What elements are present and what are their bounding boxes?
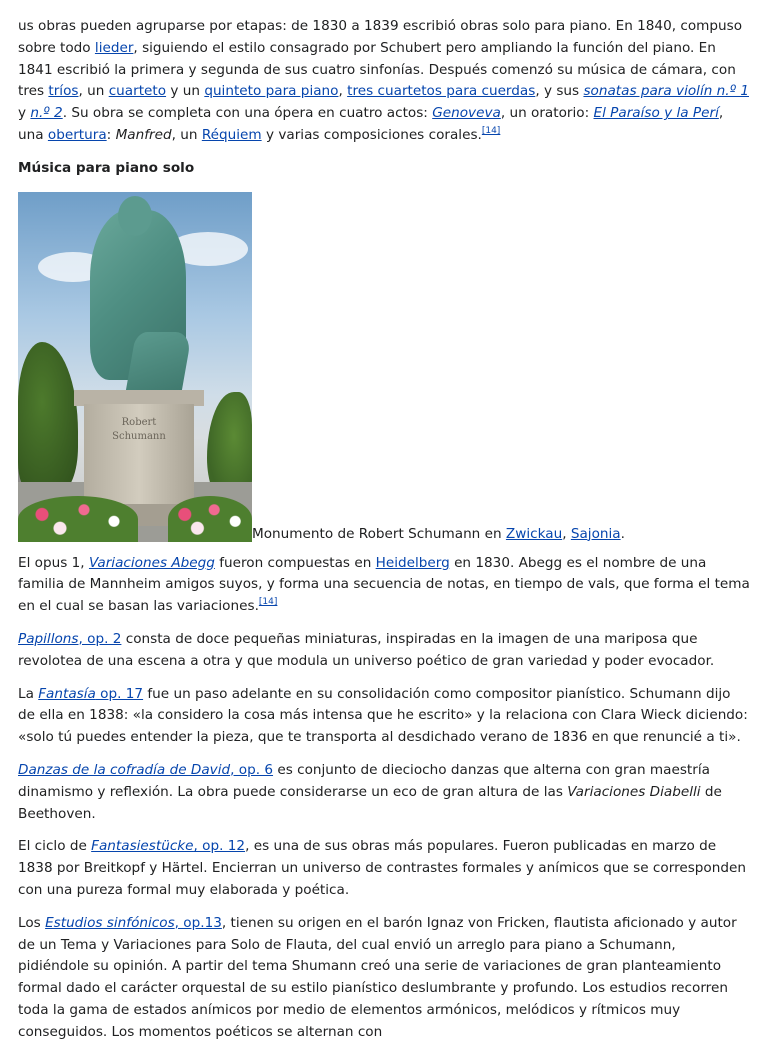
link-text: Papillons xyxy=(18,630,79,647)
text: , xyxy=(338,83,348,100)
link-danzas-cofradia[interactable] xyxy=(18,762,273,778)
paragraph-opus-1 xyxy=(18,553,750,618)
link-text: Estudios sinfónicos xyxy=(45,914,175,931)
title-variaciones-diabelli: Variaciones Diabelli xyxy=(567,783,701,800)
link-lieder[interactable]: lieder xyxy=(94,39,134,56)
text: us obras pueden agruparse por etapas: de 1830 a 1839 escribió obras solo para piano. En 1840, compuso sobre todo xyxy=(18,18,743,56)
link-genoveva[interactable] xyxy=(432,105,501,121)
link-text: Fantasiestücke xyxy=(91,838,194,855)
link-text: , op.13 xyxy=(174,914,222,931)
link-quinteto-piano[interactable]: quinteto para piano xyxy=(204,83,339,100)
text: y varias composiciones corales. xyxy=(261,126,482,143)
paragraph-fantasiestucke xyxy=(18,836,750,901)
link-obertura[interactable]: obertura xyxy=(47,126,107,143)
link-sonata-violin-2[interactable] xyxy=(30,105,62,121)
text: , un xyxy=(78,83,109,100)
inscription-line: Schumann xyxy=(112,430,166,442)
link-trios[interactable]: tríos xyxy=(48,83,79,100)
link-estudios-sinfonicos[interactable] xyxy=(45,915,222,931)
text: , un xyxy=(171,126,202,143)
text: : xyxy=(106,126,116,143)
link-text: sonatas para violín n.º 1 xyxy=(583,83,749,100)
text: , es una de sus obras más populares. Fueron publicadas en marzo de 1838 por Breitkopf y Härtel. Encierran un universo de contrastes formales y anímicos que se corresponden con una pureza formal muy elaborada y poética. xyxy=(18,838,746,898)
text: es conjunto de dieciocho danzas que alterna con gran maestría dinamismo y reflexión. La obra puede considerarse un eco de gran altura de las xyxy=(18,761,710,800)
paragraph-papillons xyxy=(18,629,750,673)
reference-link[interactable]: [14] xyxy=(258,597,278,608)
link-text: Fantasía xyxy=(38,685,96,702)
text: , una xyxy=(18,105,724,143)
text: El ciclo de xyxy=(18,838,92,855)
link-heidelberg[interactable]: Heidelberg xyxy=(375,554,450,571)
link-text: El Paraíso y la Perí xyxy=(593,105,719,122)
text: y un xyxy=(166,83,205,100)
figure-caption xyxy=(252,526,625,542)
text: . xyxy=(620,525,625,542)
section-heading: Música para piano solo xyxy=(18,159,195,176)
link-text: , op. 2 xyxy=(78,630,122,647)
title-manfred: Manfred xyxy=(115,126,172,143)
inscription-line: Robert xyxy=(121,416,157,428)
link-zwickau[interactable]: Zwickau xyxy=(505,525,563,542)
text: , un oratorio: xyxy=(500,105,594,122)
text: fueron compuestas en xyxy=(214,554,376,571)
link-fantasiestucke[interactable] xyxy=(91,838,245,854)
text: en 1830. Abegg es el nombre de una familia de Mannheim amigos suyos, y forma una secuencia de notas, en tiempo de vals, que forma el tema en el cual se basan las variaciones. xyxy=(18,554,750,615)
text: Monumento de Robert Schumann en xyxy=(252,525,506,542)
text: , xyxy=(562,525,571,542)
link-el-paraiso[interactable] xyxy=(594,105,719,121)
link-text: , op. 12 xyxy=(193,838,246,855)
text: fue un paso adelante en su consolidación como compositor pianístico. Schumann dijo de ella en 1838: «la considero la cosa más intensa que he escrito» y la relaciona con Clara Wieck diciendo: «solo tú puedes entender la pieza, que te transporta al desdichado verano de 1836 en que renuncié a ti». xyxy=(18,685,748,746)
link-cuarteto[interactable]: cuarteto xyxy=(108,83,167,100)
link-text: n.º 2 xyxy=(30,105,63,122)
link-text: Variaciones Abegg xyxy=(88,554,215,571)
text: , y sus xyxy=(535,83,584,100)
link-sonata-violin-1[interactable] xyxy=(583,83,749,99)
link-cuartetos-cuerdas[interactable]: tres cuartetos para cuerdas xyxy=(347,83,536,100)
text: y xyxy=(18,105,31,122)
text: , siguiendo el estilo consagrado por Schubert pero ampliando la función del piano. En 1841 escribió la primera y segunda de sus cuatro sinfonías. Después comenzó su música de cámara, con tres xyxy=(18,39,736,100)
link-papillons[interactable] xyxy=(18,631,121,647)
monument-photo[interactable] xyxy=(18,192,252,542)
link-text: Danzas de la cofradía de David xyxy=(18,761,231,778)
paragraph-danzas xyxy=(18,760,750,825)
figure-monument xyxy=(18,192,750,542)
reference-marker xyxy=(259,597,277,607)
link-requiem[interactable]: Réquiem xyxy=(201,126,262,143)
text: . Su obra se completa con una ópera en cuatro actos: xyxy=(62,105,433,122)
text: Los xyxy=(18,914,46,931)
link-sajonia[interactable]: Sajonia xyxy=(570,525,621,542)
reference-marker xyxy=(482,126,500,136)
link-text: Genoveva xyxy=(432,105,501,122)
flower-bed-right xyxy=(168,496,252,542)
paragraph-works-overview xyxy=(18,16,750,147)
tree-left xyxy=(18,342,78,492)
text: El opus 1, xyxy=(18,554,89,571)
link-variaciones-abegg[interactable] xyxy=(89,555,215,571)
text: , tienen su origen en el barón Ignaz von Fricken, flautista aficionado y autor de un Tema y Variaciones para Solo de Flauta, del cual envió un arreglo para piano a Schumann, pidiéndole su opinión. A partir del tema Shumann creó una serie de variaciones de gran planteamiento formal dado el carácter orquestal de su estilo pianístico deslumbrante y profundo. Los estudios recorren toda la gama de estados anímicos por medio de elementos armónicos, melódicos y rítmicos muy conseguidos. Los momentos poéticos se alternan con xyxy=(18,914,737,1040)
text: La xyxy=(18,685,39,702)
text: consta de doce pequeñas miniaturas, inspiradas en la imagen de una mariposa que revolotea de una escena a otra y que modula un universo poético de gran variedad y poder evocador. xyxy=(18,630,715,669)
paragraph-fantasia xyxy=(18,684,750,749)
flower-bed-left xyxy=(18,496,138,542)
link-fantasia[interactable] xyxy=(38,686,143,702)
text: de Beethoven. xyxy=(18,783,722,822)
statue-head xyxy=(118,196,152,236)
reference-link[interactable]: [14] xyxy=(481,125,501,136)
link-text: , op. 6 xyxy=(230,761,274,778)
pedestal-inscription xyxy=(84,416,194,444)
link-text: op. 17 xyxy=(95,685,144,702)
